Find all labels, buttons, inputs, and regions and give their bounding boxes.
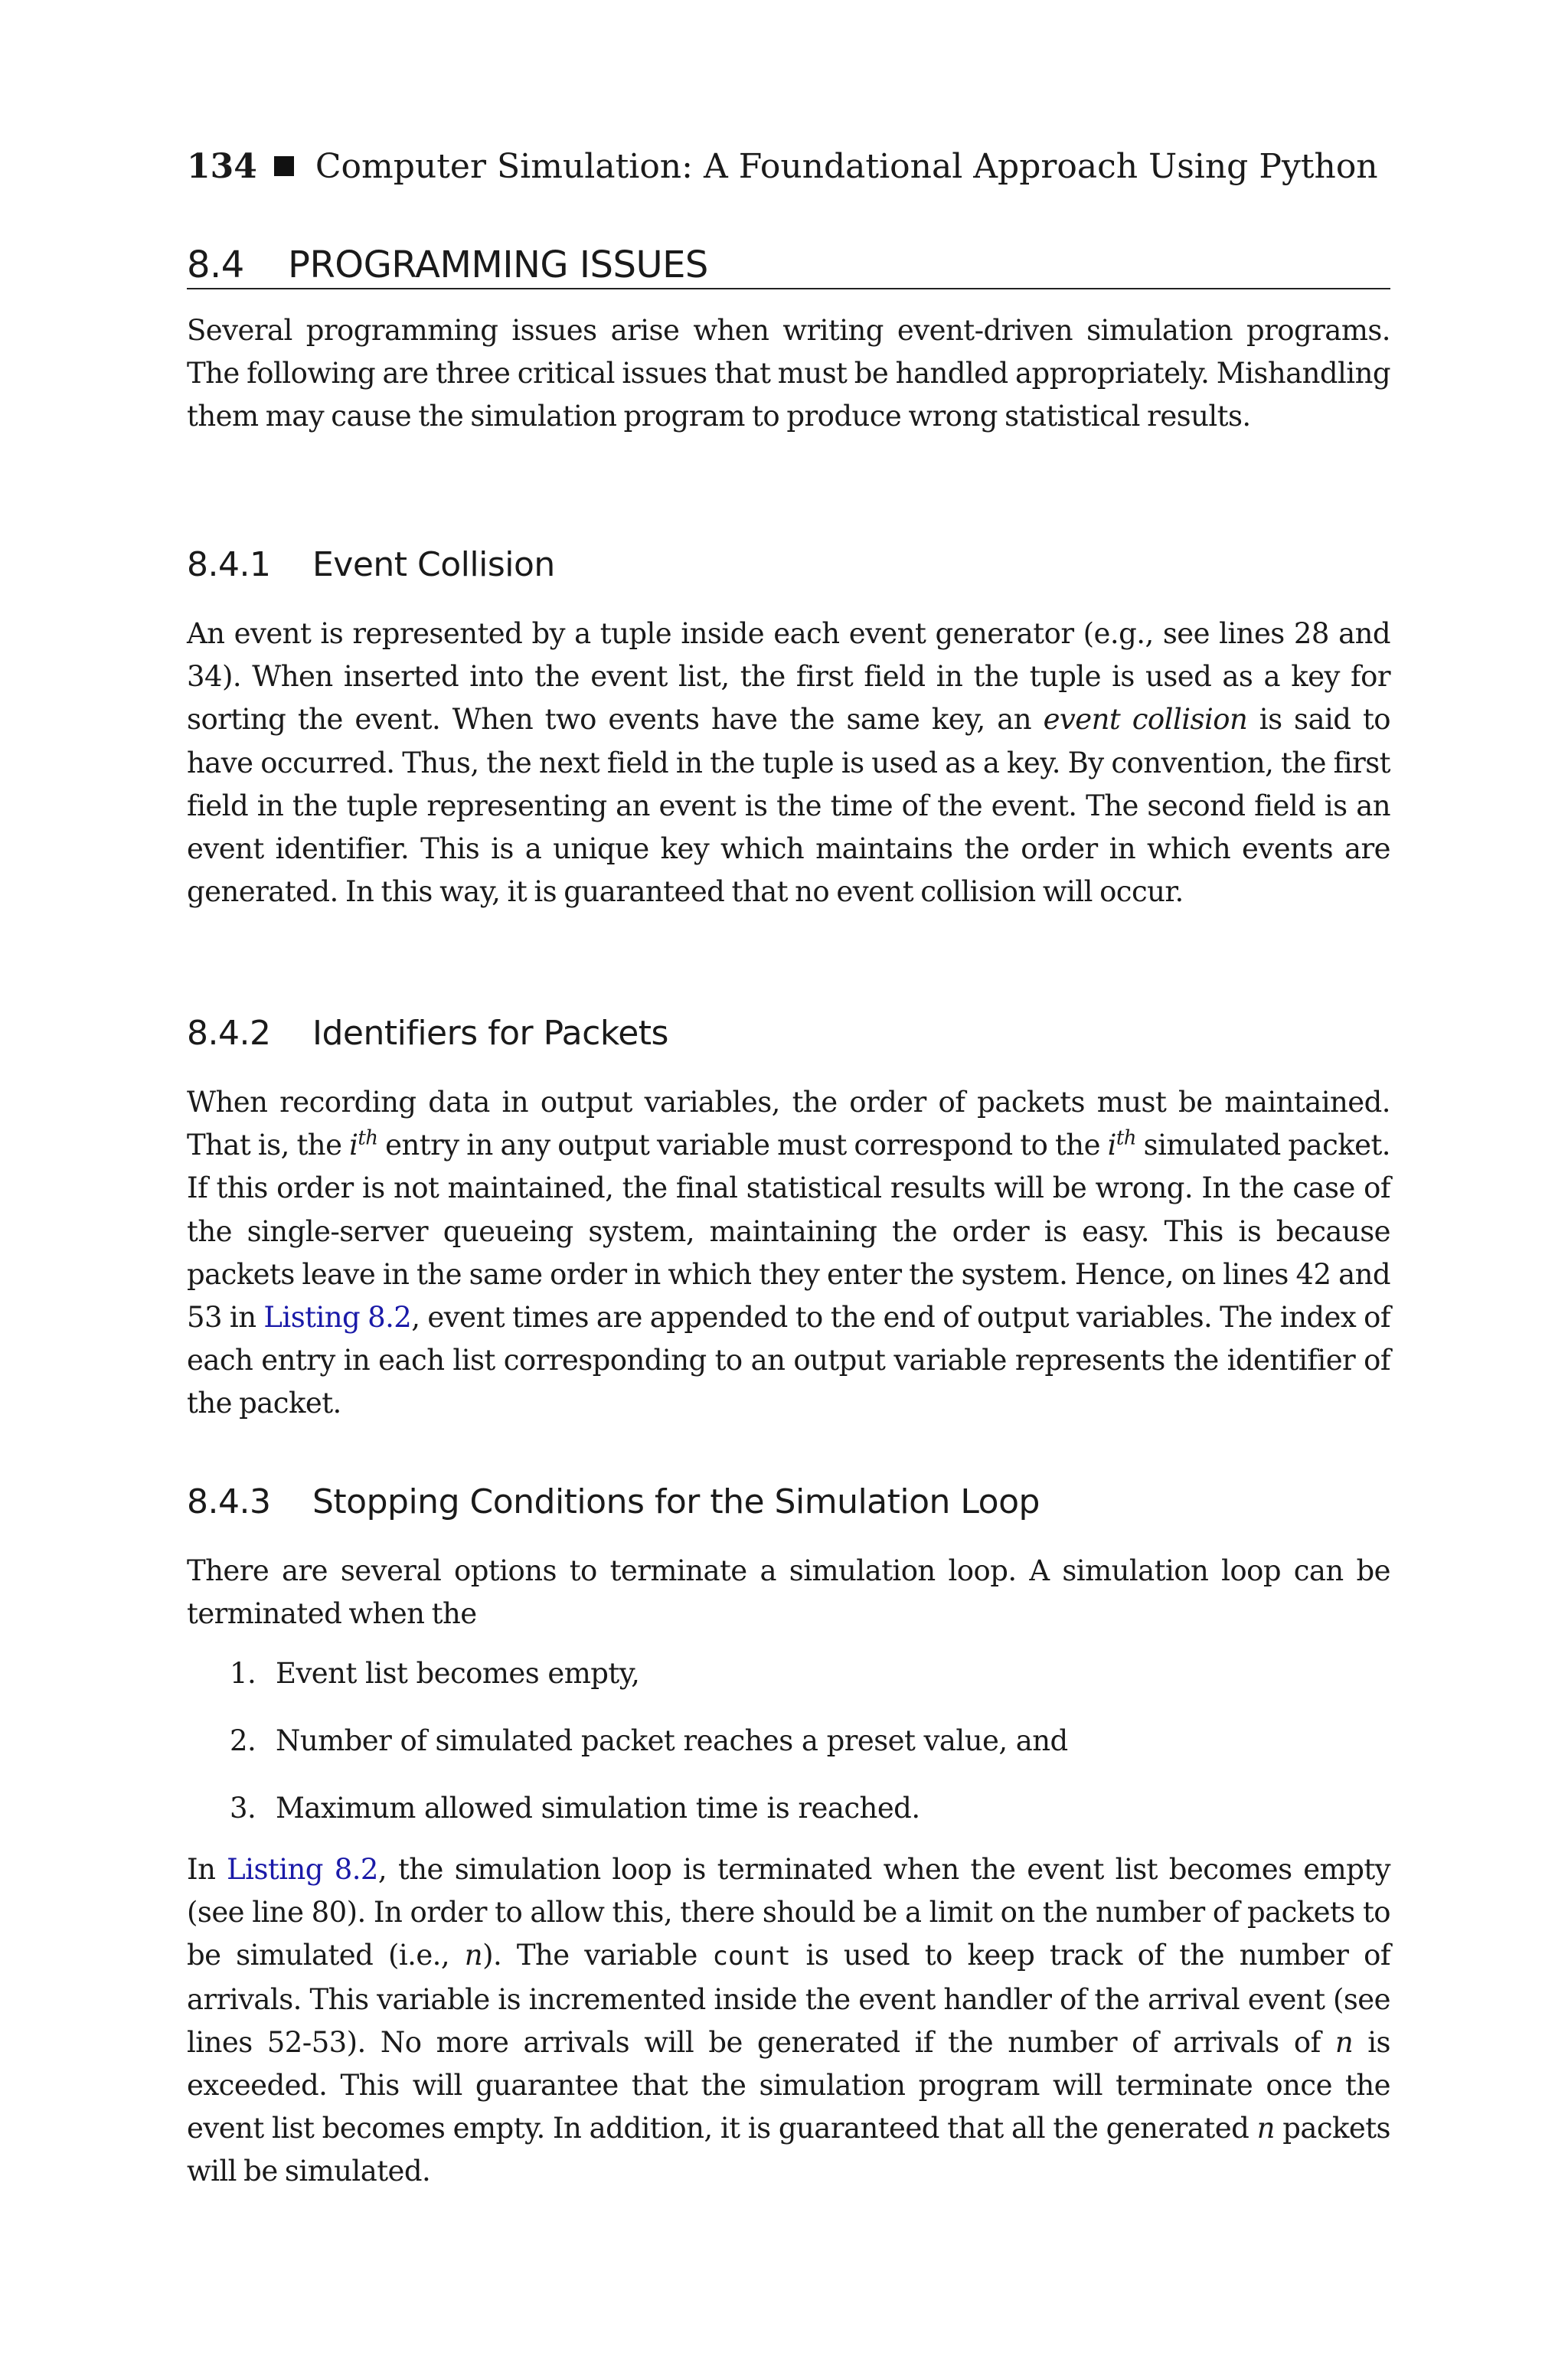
text-run: is exceeded. This will guarantee that the simulation program will terminate once the event list becomes empty. In addition, it is guaranteed that all the generated: [187, 2025, 1390, 2145]
section-title: PROGRAMMING ISSUES: [288, 243, 708, 286]
section-heading: [187, 242, 1390, 289]
text-run: In: [187, 1853, 227, 1886]
book-title: Computer Simulation: A Foundational Approach Using Python: [315, 147, 1378, 186]
list-item-text: Number of simulated packet reaches a preset value, and: [276, 1724, 1068, 1757]
text-run: packets will be simulated.: [187, 2112, 1390, 2188]
text-run: ). The variable: [482, 1939, 713, 1972]
list-item: [187, 1787, 1390, 1854]
running-head: [187, 145, 1390, 188]
subsection-heading-8-4-2: [187, 1012, 668, 1055]
subsection-number: 8.4.1: [187, 545, 271, 584]
subsection-number: 8.4.2: [187, 1014, 271, 1053]
list-item-text: Maximum allowed simulation time is reached.: [276, 1792, 920, 1825]
math-i: i: [349, 1129, 358, 1162]
subsection-title: Stopping Conditions for the Simulation Loop: [312, 1482, 1040, 1521]
list-item-number: 3.: [230, 1792, 256, 1825]
math-n: n: [464, 1939, 483, 1972]
subsection-title: Identifiers for Packets: [312, 1014, 668, 1053]
stopping-details-paragraph: [187, 1848, 1390, 2194]
text-run: is used to keep track of the number of arrivals. This variable is incremented inside the event handler of the arrival event (see lines 52-53). No more arrivals will be generated if the number of arrivals of: [187, 1939, 1390, 2059]
text-run: An event is represented by a tuple inside each event generator (e.g., see lines 28 and 34). When inserted into the event list, the first field in the tuple is used as a key for sorting the event. When two events have the same key, an: [187, 617, 1390, 737]
code-count: count: [712, 1941, 791, 1972]
stopping-intro-paragraph: There are several options to terminate a simulation loop. A simulation loop can be terminated when the: [187, 1554, 1390, 1631]
subsection-title: Event Collision: [312, 545, 555, 584]
text-run: , event times are appended to the end of output variables. The index of each entry in each list corresponding to an output variable represents the identifier of the packet.: [187, 1301, 1390, 1420]
math-n: n: [1256, 2112, 1275, 2145]
text-run: is said to have occurred. Thus, the next field in the tuple is used as a key. By convention, the first field in the tuple representing an event is the time of the event. The second field is an event identifier. This is a unique key which maintains the order in which events are generated. In this way, it is guaranteed that no event collision will occur.: [187, 703, 1390, 909]
subsection-heading-8-4-1: [187, 544, 555, 587]
text-run: , the simulation loop is terminated when the event list becomes empty (see line 80). In order to allow this, there should be a limit on the number of packets to be simulated (i.e.,: [187, 1853, 1390, 1972]
text-run: entry in any output variable must correspond to the: [377, 1129, 1108, 1162]
list-item-text: Event list becomes empty,: [276, 1657, 640, 1690]
list-item: [187, 1720, 1390, 1787]
subsection-number: 8.4.3: [187, 1482, 271, 1521]
text-run: simulated packet. If this order is not maintained, the final statistical results will be wrong. In the case of the single-server queueing system, maintaining the order is easy. This is because packets leave in the same order in which they enter the system. Hence, on lines 42 and 53 in: [187, 1129, 1390, 1335]
section-intro-paragraph: Several programming issues arise when writing event-driven simulation programs. The following are three critical issues that must be handled appropriately. Mishandling them may cause the simulation program to produce wrong statistical results.: [187, 314, 1390, 433]
stopping-conditions-list: [187, 1652, 1390, 1854]
text-run: When recording data in output variables, the order of packets must be maintained. That is, the: [187, 1086, 1390, 1162]
list-item-number: 2.: [230, 1724, 256, 1757]
emphasis-event-collision: event collision: [1043, 703, 1248, 737]
listing-link[interactable]: Listing 8.2: [263, 1301, 412, 1335]
list-item: [187, 1652, 1390, 1720]
page-number: 134: [187, 147, 257, 186]
identifiers-paragraph: [187, 1081, 1390, 1426]
math-superscript-th: th: [358, 1126, 378, 1150]
math-n: n: [1334, 2025, 1354, 2059]
math-superscript-th: th: [1116, 1126, 1136, 1150]
event-collision-paragraph: [187, 613, 1390, 913]
section-number: 8.4: [187, 243, 244, 286]
listing-link[interactable]: Listing 8.2: [227, 1853, 378, 1886]
square-bullet-icon: [274, 156, 294, 176]
subsection-heading-8-4-3: [187, 1481, 1040, 1524]
math-i: i: [1107, 1129, 1116, 1162]
list-item-number: 1.: [230, 1657, 256, 1690]
